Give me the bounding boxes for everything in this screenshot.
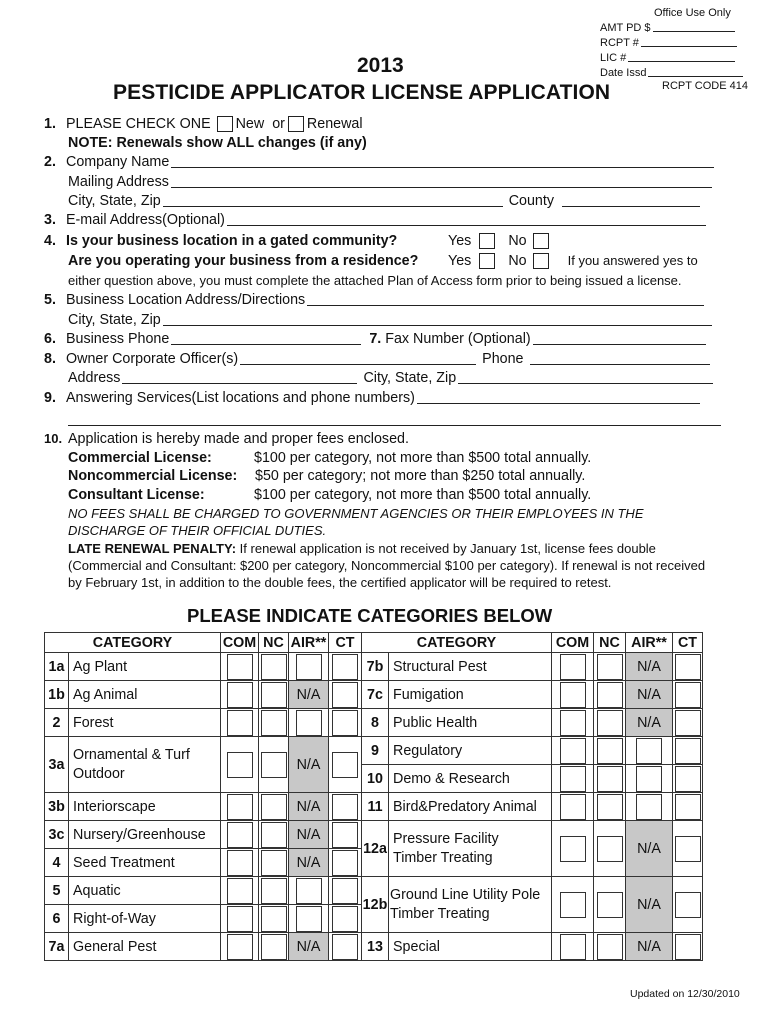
interiorscape-com-checkbox[interactable] [227,794,253,820]
owner-phone-label: Phone [482,351,524,367]
table-row [45,877,703,905]
noncommercial-label: Noncommercial License: [68,468,238,484]
fumigation-com-checkbox[interactable] [560,682,586,708]
ag-plant-air-checkbox[interactable] [296,654,322,680]
forest-nc-checkbox[interactable] [261,710,287,736]
commercial-label: Commercial License: [68,450,212,466]
category-name: Forest [69,709,221,737]
aquatic-com-checkbox[interactable] [227,878,253,904]
owner-address-label: Address [68,370,121,386]
q5-number: 5. [44,292,56,308]
aquatic-nc-checkbox[interactable] [261,878,287,904]
pressure-facility-nc-checkbox[interactable] [597,836,623,862]
late-renewal-1: If renewal application is not received by January 1st, license fees double [239,541,656,556]
utility-pole-com-checkbox[interactable] [560,892,586,918]
residence-yes-checkbox[interactable] [479,253,495,269]
category-name: Right-of-Way [69,905,221,933]
category-name: Fumigation [389,681,552,709]
gated-no-checkbox[interactable] [533,233,549,249]
utility-pole-nc-checkbox[interactable] [597,892,623,918]
location-city-label: City, State, Zip [68,312,161,328]
rcpt-label: RCPT # [600,37,639,49]
category-name: Nursery/Greenhouse [69,821,221,849]
category-name: Ag Plant [69,653,221,681]
noncommercial-fee: $50 per category; not more than $250 total annually. [255,468,586,484]
owner-city-label: City, State, Zip [363,370,457,386]
utility-pole-ct-checkbox[interactable] [675,892,701,918]
table-row [45,737,703,765]
category-name: Structural Pest [389,653,552,681]
lic-label: LIC # [600,52,627,64]
category-id: 1a [45,653,69,681]
business-phone-label: Business Phone [66,331,170,347]
right-category-header: CATEGORY [362,633,552,653]
category-name: Aquatic [69,877,221,905]
form-title: PESTICIDE APPLICATOR LICENSE APPLICATION [113,81,611,104]
renewal-note: NOTE: Renewals show ALL changes (if any) [68,135,367,151]
business-location-field[interactable] [307,292,704,306]
table-row [45,793,703,821]
q8-number: 8. [44,351,56,367]
right-of-way-com-checkbox[interactable] [227,906,253,932]
office-use-block [600,6,750,80]
right-of-way-air-checkbox[interactable] [296,906,322,932]
q2-number: 2. [44,154,56,170]
structural-pest-nc-checkbox[interactable] [597,654,623,680]
plan-of-access-note: either question above, you must complete the attached Plan of Access form prior to being issued a license. [68,273,682,288]
city-state-zip-label: City, State, Zip [68,193,161,209]
left-air-header: AIR** [289,633,329,653]
public-health-nc-checkbox[interactable] [597,710,623,736]
right-ct-header: CT [673,633,703,653]
regulatory-air-checkbox[interactable] [636,738,662,764]
public-health-ct-checkbox[interactable] [675,710,701,736]
na-cell: N/A [289,821,329,849]
mailing-address-label: Mailing Address [68,174,169,190]
business-location-label: Business Location Address/Directions [66,292,306,308]
owner-phone-field[interactable] [530,351,710,365]
category-name: Interiorscape [69,793,221,821]
q6-number: 6. [44,331,56,347]
residence-no-label: No [508,253,527,269]
category-id: 12a [362,821,389,877]
fumigation-nc-checkbox[interactable] [597,682,623,708]
table-row [45,653,703,681]
right-of-way-ct-checkbox[interactable] [332,906,358,932]
forest-air-checkbox[interactable] [296,710,322,736]
nursery-nc-checkbox[interactable] [261,822,287,848]
category-name: General Pest [69,933,221,961]
owner-officer-field[interactable] [240,351,476,365]
residence-question: Are you operating your business from a residence? [68,253,419,269]
bird-predatory-com-checkbox[interactable] [560,794,586,820]
answering-services-label: Answering Services(List locations and phone numbers) [66,390,415,406]
demo-research-ct-checkbox[interactable] [675,766,701,792]
fax-number-label: Fax Number (Optional) [385,331,531,347]
company-name-field[interactable] [171,154,714,168]
new-checkbox[interactable] [217,116,233,132]
categories-title: PLEASE INDICATE CATEGORIES BELOW [187,605,553,626]
category-id: 4 [45,849,69,877]
aquatic-air-checkbox[interactable] [296,878,322,904]
owner-officer-label: Owner Corporate Officer(s) [66,351,239,367]
date-issued-field[interactable] [648,65,743,77]
gated-community-question: Is your business location in a gated community? [66,233,398,249]
na-cell: N/A [626,653,673,681]
nursery-com-checkbox[interactable] [227,822,253,848]
owner-address-field[interactable] [122,370,357,384]
late-renewal-3: by February 1st, in addition to the double fees, the certified applicator will be required to retest. [68,575,612,590]
category-id: 9 [362,737,389,765]
category-id: 7a [45,933,69,961]
category-name-line-1: Ground Line Utility Pole [390,886,541,903]
structural-pest-ct-checkbox[interactable] [675,654,701,680]
category-name: Ag Animal [69,681,221,709]
aquatic-ct-checkbox[interactable] [332,878,358,904]
q9-number: 9. [44,390,56,406]
interiorscape-nc-checkbox[interactable] [261,794,287,820]
category-name [389,877,552,933]
answering-services-field-2[interactable] [68,425,721,426]
table-header-row [45,633,703,653]
general-pest-com-checkbox[interactable] [227,934,253,960]
bird-predatory-nc-checkbox[interactable] [597,794,623,820]
left-ct-header: CT [329,633,362,653]
ag-animal-com-checkbox[interactable] [227,682,253,708]
category-id: 3b [45,793,69,821]
form-year: 2013 [357,54,404,77]
no-fees-line-2: DISCHARGE OF THEIR OFFICIAL DUTIES. [68,523,327,538]
gated-no-label: No [508,233,527,249]
regulatory-ct-checkbox[interactable] [675,738,701,764]
category-id: 6 [45,905,69,933]
na-cell: N/A [289,849,329,877]
office-use-title: Office Use Only [654,7,731,19]
category-id: 11 [362,793,389,821]
county-label: County [508,193,555,209]
pressure-facility-ct-checkbox[interactable] [675,836,701,862]
mailing-address-field[interactable] [171,174,712,188]
new-label: New [235,116,265,132]
interiorscape-ct-checkbox[interactable] [332,794,358,820]
ornamental-ct-checkbox[interactable] [332,752,358,778]
consultant-fee: $100 per category, not more than $500 total annually. [254,487,592,503]
owner-city-field[interactable] [458,370,713,384]
or-label: or [272,116,285,132]
ag-plant-ct-checkbox[interactable] [332,654,358,680]
regulatory-com-checkbox[interactable] [560,738,586,764]
category-name: Seed Treatment [69,849,221,877]
seed-treatment-nc-checkbox[interactable] [261,850,287,876]
category-id: 7b [362,653,389,681]
forest-com-checkbox[interactable] [227,710,253,736]
location-city-field[interactable] [163,312,712,326]
category-name: Bird&Predatory Animal [389,793,552,821]
category-name: Public Health [389,709,552,737]
nursery-ct-checkbox[interactable] [332,822,358,848]
category-name [69,737,221,793]
special-nc-checkbox[interactable] [597,934,623,960]
right-of-way-nc-checkbox[interactable] [261,906,287,932]
na-cell: N/A [626,877,673,933]
residence-no-checkbox[interactable] [533,253,549,269]
ag-animal-nc-checkbox[interactable] [261,682,287,708]
q7-number: 7. [369,331,382,347]
email-field[interactable] [227,212,706,226]
answering-services-field[interactable] [417,390,700,404]
na-cell: N/A [626,821,673,877]
q4-number: 4. [44,233,56,249]
no-fees-line-1: NO FEES SHALL BE CHARGED TO GOVERNMENT AGENCIES OR THEIR EMPLOYEES IN THE [68,506,644,521]
ornamental-com-checkbox[interactable] [227,752,253,778]
left-com-header: COM [221,633,259,653]
fumigation-ct-checkbox[interactable] [675,682,701,708]
demo-research-air-checkbox[interactable] [636,766,662,792]
general-pest-ct-checkbox[interactable] [332,934,358,960]
application-intro: Application is hereby made and proper fees enclosed. [68,431,409,447]
category-name-line-2: Timber Treating [390,905,490,922]
seed-treatment-com-checkbox[interactable] [227,850,253,876]
right-nc-header: NC [594,633,626,653]
demo-research-nc-checkbox[interactable] [597,766,623,792]
left-category-header: CATEGORY [45,633,221,653]
na-cell: N/A [289,681,329,709]
na-cell: N/A [289,737,329,793]
category-id: 3a [45,737,69,793]
date-issued-label: Date Issd [600,67,647,79]
category-id: 10 [362,765,389,793]
category-id: 7c [362,681,389,709]
renewal-checkbox[interactable] [288,116,304,132]
table-row [45,821,703,849]
special-com-checkbox[interactable] [560,934,586,960]
right-air-header: AIR** [626,633,673,653]
na-cell: N/A [626,681,673,709]
q3-number: 3. [44,212,56,228]
forest-ct-checkbox[interactable] [332,710,358,736]
general-pest-nc-checkbox[interactable] [261,934,287,960]
amt-pd-label: AMT PD $ [600,22,651,34]
check-one-label: PLEASE CHECK ONE [66,116,211,132]
lic-field[interactable] [628,50,735,62]
left-nc-header: NC [259,633,289,653]
business-phone-field[interactable] [171,331,361,345]
category-name: Demo & Research [389,765,552,793]
gated-yes-checkbox[interactable] [479,233,495,249]
category-id: 8 [362,709,389,737]
category-id: 2 [45,709,69,737]
rcpt-field[interactable] [641,35,737,47]
q1-number: 1. [44,116,56,132]
ag-plant-nc-checkbox[interactable] [261,654,287,680]
seed-treatment-ct-checkbox[interactable] [332,850,358,876]
bird-predatory-air-checkbox[interactable] [636,794,662,820]
category-name [389,821,552,877]
county-field[interactable] [562,193,700,207]
amt-pd-field[interactable] [653,20,735,32]
right-com-header: COM [552,633,594,653]
category-name: Special [389,933,552,961]
category-name-line-2: Outdoor [73,765,125,782]
category-id: 1b [45,681,69,709]
updated-date: Updated on 12/30/2010 [630,988,740,1000]
pressure-facility-com-checkbox[interactable] [560,836,586,862]
residence-yes-label: Yes [448,253,472,269]
na-cell: N/A [626,933,673,961]
special-ct-checkbox[interactable] [675,934,701,960]
category-id: 13 [362,933,389,961]
table-row [45,933,703,961]
categories-table [44,632,703,961]
public-health-com-checkbox[interactable] [560,710,586,736]
table-row [45,709,703,737]
demo-research-com-checkbox[interactable] [560,766,586,792]
q10-number: 10. [44,431,63,446]
ag-plant-com-checkbox[interactable] [227,654,253,680]
category-name-line-1: Pressure Facility [393,830,499,847]
late-renewal-2: (Commercial and Consultant: $200 per category, Noncommercial $100 per category). If renewal is not received [68,558,706,573]
renewal-label: Renewal [306,116,363,132]
city-state-zip-field[interactable] [163,193,503,207]
consultant-label: Consultant License: [68,487,205,503]
category-name: Regulatory [389,737,552,765]
if-answered-yes: If you answered yes to [567,253,698,268]
na-cell: N/A [289,793,329,821]
category-id: 3c [45,821,69,849]
gated-yes-label: Yes [448,233,472,249]
rcpt-code: RCPT CODE 414 [662,80,748,92]
late-renewal-label: LATE RENEWAL PENALTY: [68,541,237,556]
company-name-label: Company Name [66,154,170,170]
na-cell: N/A [626,709,673,737]
na-cell: N/A [289,933,329,961]
bird-predatory-ct-checkbox[interactable] [675,794,701,820]
category-id: 12b [362,877,389,933]
category-name-line-2: Timber Treating [393,849,493,866]
category-name-line-1: Ornamental & Turf [73,746,190,763]
commercial-fee: $100 per category, not more than $500 total annually. [254,450,592,466]
ag-animal-ct-checkbox[interactable] [332,682,358,708]
ornamental-nc-checkbox[interactable] [261,752,287,778]
fax-number-field[interactable] [533,331,706,345]
category-id: 5 [45,877,69,905]
table-row [45,681,703,709]
regulatory-nc-checkbox[interactable] [597,738,623,764]
email-label: E-mail Address(Optional) [66,212,225,228]
structural-pest-com-checkbox[interactable] [560,654,586,680]
